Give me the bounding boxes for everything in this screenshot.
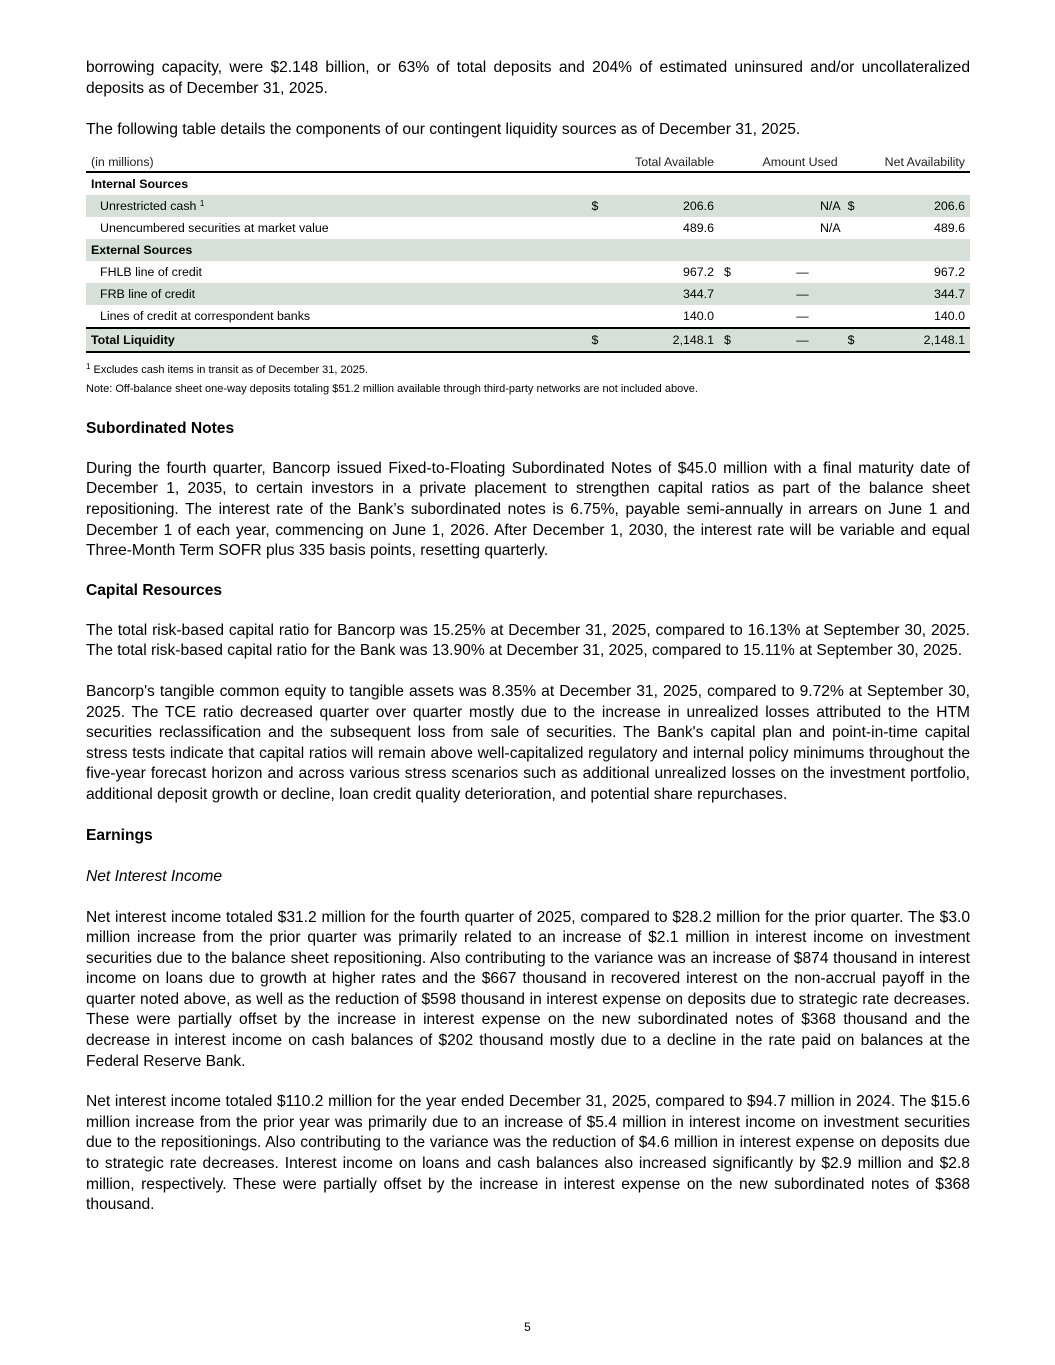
table-intro-paragraph: The following table details the components of our contingent liquidity sources as of December 31, 2025. [86, 121, 801, 139]
total-available-cell: 140.0 [683, 308, 715, 323]
row-label: Unencumbered securities at market value [100, 220, 329, 235]
table-row [86, 283, 970, 305]
subordinated-notes-heading: Subordinated Notes [86, 419, 235, 437]
row-label: Total Liquidity [86, 328, 587, 352]
total-row [86, 328, 970, 352]
net-availability-cell: 344.7 [863, 283, 970, 305]
amount-used-cell: — [739, 283, 843, 305]
capital-paragraph-1: The total risk-based capital ratio for Bancorp was 15.25% at December 31, 2025, compared to 16.13% at September 30, 2025. The total risk-based capital ratio for the Bank was 13.90% at December 31, 2025, compared to 15.11% at September 30, 2025. [86, 621, 970, 660]
dollar-sign: $ [587, 328, 607, 352]
net-availability-cell: 967.2 [933, 264, 965, 279]
section-row [86, 172, 970, 195]
total-available-cell: 967.2 [683, 264, 715, 279]
net-interest-income-subheading: Net Interest Income [86, 867, 223, 885]
footnote-marker: 1 [199, 198, 205, 208]
total-available-cell: 2,148.1 [606, 328, 719, 352]
total-available-header: Total Available [606, 153, 719, 172]
dollar-sign: $ [724, 264, 731, 279]
dollar-sign: $ [843, 328, 863, 352]
total-available-cell: 489.6 [683, 220, 715, 235]
subordinated-notes-paragraph: During the fourth quarter, Bancorp issued Fixed-to-Floating Subordinated Notes of $45.0 million with a final maturity date of December 1, 2035, to certain investors in a private placement to strengthen capital ratios as part of the balance sheet repositioning. The interest rate of the Bank’s subordinated notes is 6.75%, payable semi-annually in arrears on June 1 and December 1 of each year, commencing on June 1, 2026. After December 1, 2030, the interest rate will be variable and equal Three-Month Term SOFR plus 335 basis points, resetting quarterly. [86, 459, 970, 560]
contingent-liquidity-table [86, 153, 970, 353]
section-row [86, 239, 970, 261]
amount-used-cell: N/A [819, 220, 841, 235]
document-body [86, 58, 970, 1216]
table-row [86, 217, 970, 239]
dollar-sign: $ [587, 195, 607, 217]
dollar-sign: $ [719, 328, 739, 352]
net-availability-cell: 2,148.1 [863, 328, 970, 352]
amount-used-cell: — [739, 328, 843, 352]
total-available-cell: 344.7 [606, 283, 719, 305]
page-number: 5 [524, 1320, 531, 1334]
table-row [86, 305, 970, 328]
net-availability-header: Net Availability [843, 153, 970, 172]
total-available-cell: 206.6 [606, 195, 719, 217]
amount-used-cell: — [796, 264, 809, 279]
amount-used-cell: N/A [739, 195, 843, 217]
capital-paragraph-2: Bancorp's tangible common equity to tangible assets was 8.35% at December 31, 2025, compared to 9.72% at September 30, 2025. The TCE ratio decreased quarter over quarter mostly due to the increase in unrealized losses attributed to the HTM securities reclassification and the subsequent loss from sale of securities. The Bank's capital plan and point-in-time capital stress tests indicate that capital ratios will remain above well-capitalized regulatory and internal policy minimums throughout the five-year forecast horizon and across various stress scenarios such as additional unrealized losses on the investment portfolio, additional deposit growth or decline, loan credit quality deterioration, and potential share repurchases. [86, 682, 970, 803]
row-label: Lines of credit at correspondent banks [100, 308, 311, 323]
net-availability-cell: 206.6 [863, 195, 970, 217]
amount-used-header: Amount Used [739, 153, 843, 172]
earnings-heading: Earnings [86, 826, 153, 844]
intro-paragraph: borrowing capacity, were $2.148 billion, or 63% of total deposits and 204% of estimated uninsured and/or uncollateralized deposits as of December 31, 2025. [86, 59, 970, 97]
footnote-marker: 1 [86, 361, 91, 371]
external-sources-label: External Sources [86, 239, 970, 261]
net-availability-cell: 489.6 [933, 220, 965, 235]
table-footnote: $^1$ Excludes cash items in transit as of December 31, 2025. [86, 361, 369, 376]
amount-used-cell: — [796, 308, 809, 323]
internal-sources-label: Internal Sources [91, 176, 189, 191]
earnings-paragraph-2: Net interest income totaled $110.2 million for the year ended December 31, 2025, compared to $94.7 million in 2024. The $15.6 million increase from the prior year was primarily due to an increase of $5.4 million in interest income on investment securities due to the repositionings. Also contributing to the variance was the reduction of $4.6 million in interest expense on deposits due to strategic rate decreases. Interest income on loans and cash balances also increased significantly by $2.9 million and $2.8 million, respectively. These were partially offset by the increase in interest expense on the new subordinated notes of $368 thousand. [86, 1093, 970, 1214]
units-header: (in millions) [86, 153, 587, 172]
table-header-row [86, 153, 970, 172]
row-label: FRB line of credit [86, 283, 587, 305]
row-label: FHLB line of credit [100, 264, 202, 279]
capital-resources-heading: Capital Resources [86, 581, 223, 599]
table-note: Note: Off-balance sheet one-way deposits totaling $51.2 million available through third-party networks are not included above. [86, 382, 698, 395]
table-row [86, 261, 970, 283]
row-label: Unrestricted cash $^1$ [86, 195, 587, 217]
dollar-sign: $ [843, 195, 863, 217]
table-row [86, 195, 970, 217]
earnings-paragraph-1: Net interest income totaled $31.2 million for the fourth quarter of 2025, compared to $28.2 million for the prior quarter. The $3.0 million increase from the prior quarter was primarily related to an increase of $2.1 million in interest income on investment securities due to the balance sheet repositioning. Also contributing to the variance was an increase of $874 thousand in interest income on loans due to growth at higher rates and the $667 thousand in recovered interest on the non-accrual payoff in the quarter noted above, as well as the reduction of $598 thousand in interest expense on deposits due to strategic rate decreases. These were partially offset by the increase in interest expense on the new subordinated notes of $368 thousand and the decrease in interest income on cash balances of $202 thousand mostly due to a decline in the rate paid on balances at the Federal Reserve Bank. [86, 908, 970, 1070]
net-availability-cell: 140.0 [933, 308, 965, 323]
